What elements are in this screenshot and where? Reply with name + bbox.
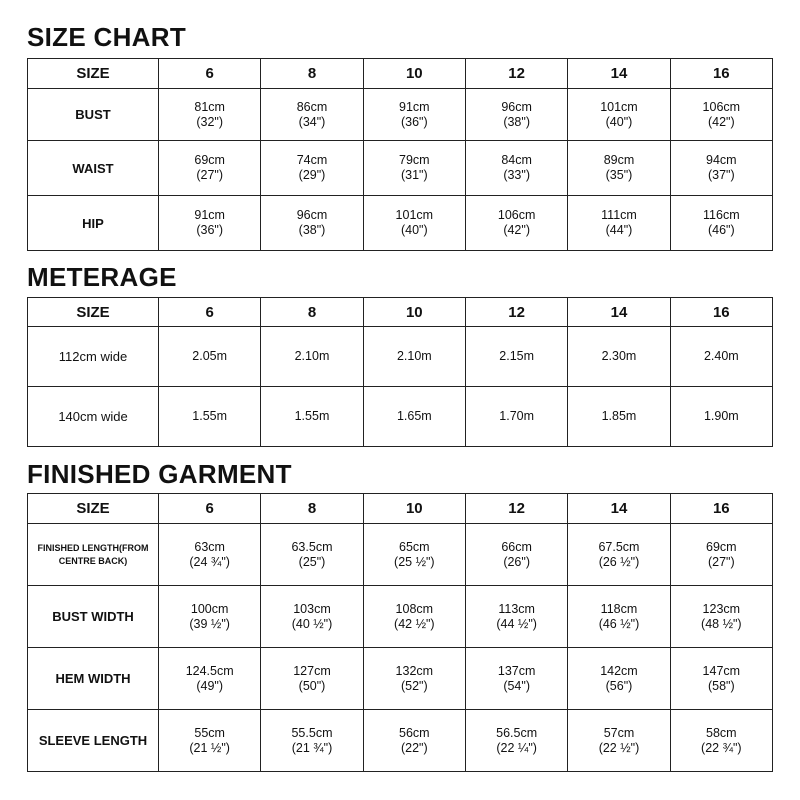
cell-cm: 79cm (399, 153, 430, 167)
header-size-6: 6 (159, 298, 261, 327)
cell-cm: 137cm (497, 663, 536, 678)
table-cell (670, 648, 772, 710)
table-row (28, 586, 773, 648)
row-label-bust: BUST (28, 89, 159, 141)
cell-cm: 67.5cm (598, 539, 640, 554)
cell-cm: 69cm (194, 153, 225, 167)
table-cell (465, 196, 567, 251)
header-size-12: 12 (465, 298, 567, 327)
cell-inch: (39 ½") (189, 616, 230, 631)
cell-inch: (38") (298, 223, 326, 237)
table-cell: 2.05m (159, 327, 261, 387)
cell-inch: (44") (605, 223, 633, 237)
table-cell (670, 141, 772, 196)
cell-cm: 127cm (293, 663, 331, 678)
table-cell (568, 196, 670, 251)
finished-length-sublabel: (FROM CENTRE BACK) (58, 542, 149, 566)
cell-inch: (24 ¾") (189, 554, 230, 569)
cell-inch: (58") (707, 678, 735, 693)
cell-inch: (48 ½") (701, 616, 742, 631)
table-cell (159, 586, 261, 648)
table-cell (465, 648, 567, 710)
row-label-hip: HIP (28, 196, 159, 251)
cell-cm: 142cm (600, 663, 638, 678)
cell-cm: 91cm (399, 99, 430, 114)
header-size: SIZE (28, 59, 159, 89)
finished-garment-table (27, 493, 773, 772)
cell-cm: 56.5cm (496, 725, 538, 740)
row-label-finished-length (28, 524, 159, 586)
cell-cm: 89cm (603, 153, 635, 167)
cell-cm: 81cm (194, 99, 225, 114)
table-cell: 2.15m (465, 327, 567, 387)
table-cell (261, 141, 363, 196)
table-cell (568, 710, 670, 772)
header-size: SIZE (28, 298, 159, 327)
header-size-16: 16 (670, 298, 772, 327)
table-cell (670, 196, 772, 251)
table-row (28, 89, 773, 141)
table-cell (568, 89, 670, 141)
cell-cm: 123cm (702, 601, 741, 616)
cell-cm: 56cm (399, 725, 430, 740)
size-chart-header-row (28, 59, 773, 89)
cell-cm: 116cm (703, 208, 740, 222)
cell-inch: (21 ½") (189, 740, 230, 755)
size-chart-title: SIZE CHART (27, 22, 186, 52)
table-cell (261, 586, 363, 648)
cell-inch: (22") (400, 740, 428, 755)
header-size-6: 6 (159, 59, 261, 89)
cell-inch: (36") (196, 223, 223, 237)
cell-cm: 96cm (501, 99, 532, 114)
table-cell (465, 141, 567, 196)
cell-inch: (34") (298, 114, 326, 129)
size-chart-table (27, 58, 773, 251)
table-cell (465, 710, 567, 772)
table-cell (670, 586, 772, 648)
table-cell (363, 141, 465, 196)
cell-cm: 103cm (293, 601, 331, 616)
cell-cm: 106cm (497, 208, 536, 222)
cell-cm: 69cm (706, 539, 737, 554)
table-cell (261, 89, 363, 141)
table-cell (670, 524, 772, 586)
finished-length-label: FINISHED LENGTH (37, 542, 119, 553)
cell-cm: 55.5cm (291, 725, 333, 740)
table-cell (261, 710, 363, 772)
header-size-12: 12 (465, 59, 567, 89)
cell-cm: 63.5cm (291, 539, 333, 554)
table-cell: 1.85m (568, 387, 670, 447)
cell-inch: (42") (707, 114, 735, 129)
row-label-bust-width: BUST WIDTH (28, 586, 159, 648)
table-cell: 2.30m (568, 327, 670, 387)
table-row (28, 141, 773, 196)
table-cell (363, 89, 465, 141)
cell-cm: 84cm (501, 153, 532, 167)
cell-cm: 111cm (601, 208, 637, 222)
cell-inch: (42") (503, 223, 530, 237)
cell-inch: (27") (707, 554, 735, 569)
row-label-sleeve-length: SLEEVE LENGTH (28, 710, 159, 772)
table-cell (159, 710, 261, 772)
table-cell (465, 524, 567, 586)
table-cell (465, 89, 567, 141)
cell-inch: (25 ½") (394, 554, 435, 569)
header-size-6: 6 (159, 494, 261, 524)
cell-inch: (56") (605, 678, 633, 693)
table-cell (363, 524, 465, 586)
table-cell: 1.55m (159, 387, 261, 447)
cell-inch: (46 ½") (598, 616, 640, 631)
table-cell (159, 524, 261, 586)
table-cell (465, 586, 567, 648)
table-row (28, 648, 773, 710)
cell-cm: 86cm (296, 99, 328, 114)
cell-cm: 55cm (194, 725, 225, 740)
cell-inch: (26 ½") (598, 554, 640, 569)
table-cell (363, 648, 465, 710)
header-size-14: 14 (568, 298, 670, 327)
cell-inch: (22 ½") (598, 740, 640, 755)
finished-garment-header-row (28, 494, 773, 524)
table-cell (568, 524, 670, 586)
cell-inch: (32") (196, 114, 223, 129)
row-label-140cm-wide: 140cm wide (28, 387, 159, 447)
cell-cm: 106cm (702, 99, 741, 114)
table-cell (363, 586, 465, 648)
table-cell (568, 141, 670, 196)
cell-inch: (49") (196, 678, 223, 693)
cell-inch: (44 ½") (496, 616, 537, 631)
table-cell: 2.10m (261, 327, 363, 387)
cell-inch: (42 ½") (394, 616, 435, 631)
table-cell (159, 89, 261, 141)
cell-cm: 96cm (296, 208, 328, 222)
cell-cm: 108cm (395, 601, 434, 616)
cell-inch: (22 ¾") (701, 740, 742, 755)
table-row (28, 387, 773, 447)
table-row (28, 196, 773, 251)
cell-inch: (50") (298, 678, 326, 693)
table-cell: 2.40m (670, 327, 772, 387)
table-cell (159, 196, 261, 251)
table-cell (670, 89, 772, 141)
cell-cm: 101cm (395, 208, 434, 222)
meterage-header-row (28, 298, 773, 327)
table-cell (261, 524, 363, 586)
cell-inch: (21 ¾") (291, 740, 333, 755)
cell-inch: (40 ½") (291, 616, 333, 631)
table-cell (261, 648, 363, 710)
table-cell (363, 710, 465, 772)
header-size-10: 10 (363, 298, 465, 327)
meterage-title: METERAGE (27, 262, 177, 292)
row-label-hem-width: HEM WIDTH (28, 648, 159, 710)
cell-cm: 91cm (194, 208, 225, 222)
cell-inch: (37") (707, 168, 735, 182)
cell-inch: (46") (707, 223, 735, 237)
cell-inch: (29") (298, 168, 326, 182)
table-cell (363, 196, 465, 251)
cell-inch: (35") (605, 168, 633, 182)
table-cell (568, 586, 670, 648)
cell-inch: (25") (298, 554, 326, 569)
header-size-8: 8 (261, 298, 363, 327)
table-cell: 2.10m (363, 327, 465, 387)
table-row (28, 327, 773, 387)
cell-cm: 74cm (296, 153, 328, 167)
cell-inch: (31") (400, 168, 428, 182)
table-cell: 1.65m (363, 387, 465, 447)
cell-inch: (54") (503, 678, 530, 693)
table-cell (261, 196, 363, 251)
cell-cm: 118cm (600, 601, 638, 616)
cell-cm: 57cm (603, 725, 635, 740)
header-size-12: 12 (465, 494, 567, 524)
cell-inch: (27") (196, 168, 223, 182)
row-label-112cm-wide: 112cm wide (28, 327, 159, 387)
cell-cm: 101cm (600, 99, 638, 114)
cell-cm: 113cm (498, 601, 535, 616)
cell-cm: 147cm (702, 663, 741, 678)
cell-cm: 94cm (706, 153, 737, 167)
cell-inch: (22 ¼") (496, 740, 537, 755)
table-cell (670, 710, 772, 772)
table-cell (568, 648, 670, 710)
cell-inch: (26") (503, 554, 530, 569)
header-size-8: 8 (261, 59, 363, 89)
header-size-8: 8 (261, 494, 363, 524)
cell-inch: (40") (605, 114, 633, 129)
cell-cm: 132cm (395, 663, 434, 678)
cell-cm: 65cm (399, 539, 430, 554)
cell-inch: (38") (503, 114, 530, 129)
table-cell: 1.55m (261, 387, 363, 447)
cell-inch: (33") (503, 168, 530, 182)
table-cell: 1.90m (670, 387, 772, 447)
table-cell: 1.70m (465, 387, 567, 447)
table-cell (159, 141, 261, 196)
header-size: SIZE (28, 494, 159, 524)
header-size-16: 16 (670, 494, 772, 524)
cell-inch: (36") (400, 114, 428, 129)
cell-cm: 100cm (190, 601, 229, 616)
cell-inch: (52") (400, 678, 428, 693)
row-label-waist: WAIST (28, 141, 159, 196)
cell-cm: 63cm (194, 539, 225, 554)
cell-cm: 124.5cm (185, 663, 234, 678)
header-size-10: 10 (363, 494, 465, 524)
header-size-14: 14 (568, 494, 670, 524)
table-row (28, 710, 773, 772)
header-size-16: 16 (670, 59, 772, 89)
cell-cm: 58cm (706, 725, 737, 740)
cell-cm: 66cm (501, 539, 532, 554)
meterage-table (27, 297, 773, 447)
finished-garment-title: FINISHED GARMENT (27, 459, 292, 489)
header-size-10: 10 (363, 59, 465, 89)
table-cell (159, 648, 261, 710)
header-size-14: 14 (568, 59, 670, 89)
cell-inch: (40") (400, 223, 428, 237)
table-row (28, 524, 773, 586)
